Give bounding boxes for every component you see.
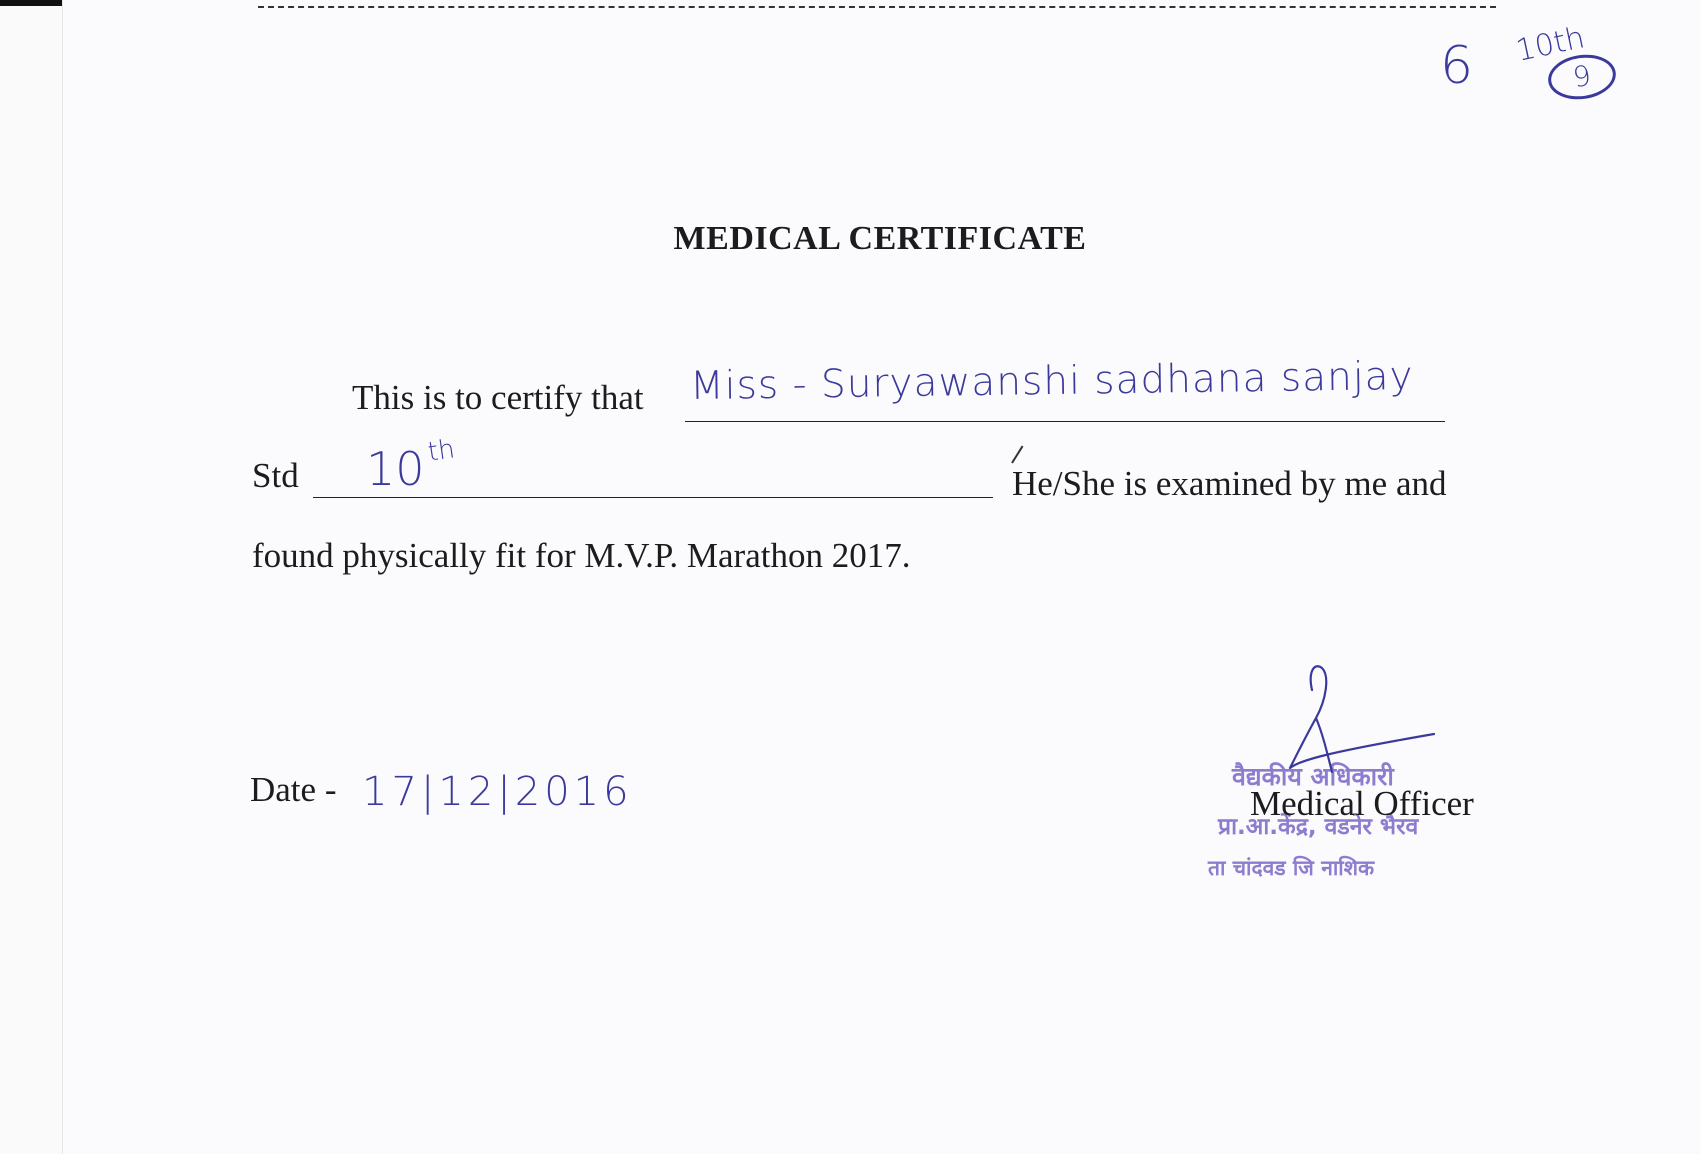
certify-prefix: This is to certify that <box>352 378 644 417</box>
stamp-line-2: प्रा.आ.केंद्र, वडनेर भैरव <box>1218 814 1419 840</box>
std-suffix: th <box>426 434 457 468</box>
std-underline <box>313 497 993 498</box>
scan-left-edge <box>0 0 63 1154</box>
date-value: 17|12|2016 <box>362 769 633 815</box>
student-name: Miss - Suryawanshi sadhana sanjay <box>689 353 1414 410</box>
std-value: 10 <box>366 442 425 496</box>
stamp-line-1: वैद्यकीय अधिकारी <box>1232 762 1394 791</box>
stamp-line-3: ता चांदवड जि नाशिक <box>1208 856 1375 880</box>
page-title: MEDICAL CERTIFICATE <box>673 220 1087 257</box>
corner-number-circled: 9 <box>1545 50 1618 103</box>
corner-class-suffix: 10th <box>1513 20 1588 69</box>
cut-line <box>258 6 1496 8</box>
fit-text: found physically fit for M.V.P. Marathon 2017. <box>252 536 911 575</box>
examined-text: He/She is examined by me and <box>1012 464 1447 503</box>
medical-officer-label: Medical Officer <box>1250 784 1474 823</box>
corner-class-mark: 6 <box>1440 36 1474 96</box>
date-label: Date - <box>250 770 337 809</box>
name-underline <box>685 421 1445 422</box>
he-strikethrough <box>1011 446 1023 464</box>
std-label: Std <box>252 456 299 495</box>
